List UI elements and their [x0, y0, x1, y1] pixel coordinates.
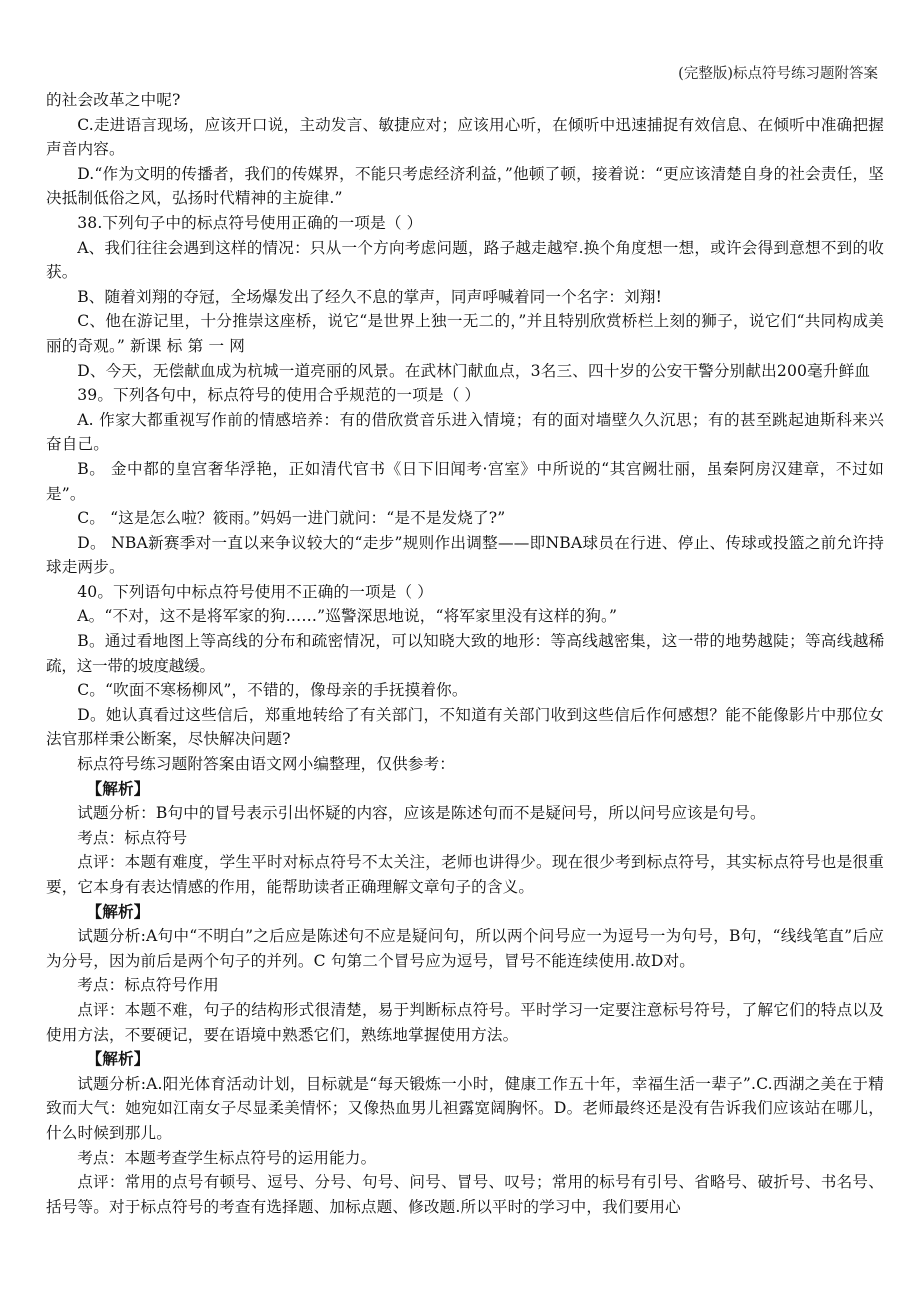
paragraph: 点评：常用的点号有顿号、逗号、分号、句号、问号、冒号、叹号；常用的标号有引号、省略号、破折号、书名号、括号等。对于标点符号的考查有选择题、加标点题、修改题.所以平时的学习中，我们要用心	[46, 1173, 884, 1216]
paragraph: 点评：本题不难，句子的结构形式很清楚，易于判断标点符号。平时学习一定要注意标号符号，了解它们的特点以及使用方法，不要硬记，要在语境中熟悉它们，熟练地掌握使用方法。	[46, 1000, 884, 1044]
paragraph: B。 金中都的皇宫奢华浮艳，正如清代官书《日下旧闻考·宫室》中所说的“其宫阙壮丽，虽秦阿房汉建章，不过如是”。	[46, 459, 884, 503]
paragraph: 39。下列各句中，标点符号的使用合乎规范的一项是（ ）	[77, 386, 481, 405]
paragraph: A. 作家大都重视写作前的情感培养：有的借欣赏音乐进入情境；有的面对墙壁久久沉思；有的甚至跳起迪斯科来兴奋自己。	[46, 410, 884, 454]
paragraph: A、我们往往会遇到这样的情况：只从一个方向考虑问题，路子越走越窄.换个角度想一想，或许会得到意想不到的收获。	[46, 238, 884, 282]
section-label: 【解析】	[86, 778, 150, 798]
paragraph: A。“不对，这不是将军家的狗……”巡警深思地说，“将军家里没有这样的狗。”	[77, 607, 618, 626]
paragraph: 38.下列句子中的标点符号使用正确的一项是（ ）	[77, 213, 423, 232]
paragraph: C.走进语言现场，应该开口说，主动发言、敏捷应对；应该用心听，在倾听中迅速捕捉有效信息、在倾听中准确把握声音内容。	[46, 115, 884, 159]
paragraph: C、他在游记里，十分推崇这座桥，说它“是世界上独一无二的，”并且特别欣赏桥栏上刻的狮子，说它们“共同构成美丽的奇观。” 新课 标 第 一 网	[46, 312, 884, 355]
paragraph: 40。下列语句中标点符号使用不正确的一项是（ ）	[77, 582, 434, 601]
paragraph: 试题分析:A句中“不明白”之后应是陈述句不应是疑问句，所以两个问号应一为逗号一为句号，B句，“线线笔直”后应为分号，因为前后是两个句子的并列。C 句第二个冒号应为逗号，冒号不能连续使用.故D对。	[46, 927, 884, 970]
section-label: 【解析】	[86, 901, 150, 921]
paragraph: B。通过看地图上等高线的分布和疏密情况，可以知晓大致的地形：等高线越密集，这一带的地势越陡；等高线越稀疏，这一带的坡度越缓。	[46, 632, 884, 675]
paragraph: 考点：本题考查学生标点符号的运用能力。	[77, 1148, 377, 1167]
section-label: 【解析】	[86, 1049, 150, 1069]
paragraph: 标点符号练习题附答案由语文网小编整理，仅供参考：	[77, 755, 456, 774]
paragraph: 考点：标点符号作用	[77, 976, 219, 995]
paragraph: D。她认真看过这些信后，郑重地转给了有关部门，不知道有关部门收到这些信后作何感想？能不能像影片中那位女法官那样秉公断案，尽快解决问题?	[46, 705, 884, 749]
paragraph: D。 NBA新赛季对一直以来争议较大的“走步”规则作出调整——即NBA球员在行进、停止、传球或投篮之前允许持球走两步。	[46, 533, 884, 577]
paragraph: B、随着刘翔的夺冠，全场爆发出了经久不息的掌声，同声呼喊着同一个名字：刘翔!	[77, 287, 662, 306]
paragraph: 的社会改革之中呢?	[46, 91, 181, 109]
paragraph: 考点：标点符号	[77, 828, 188, 847]
paragraph: C。 “这是怎么啦？筱雨。”妈妈一进门就问：“是不是发烧了?”	[77, 509, 506, 528]
paragraph: 试题分析:A.阳光体育活动计划，目标就是“每天锻炼一小时，健康工作五十年，幸福生活一辈子”.C.西湖之美在于精致而大气：她宛如江南女子尽显柔美情怀；又像热血男儿袒露宽阔胸怀。D。老师最终还是没有告诉我们应该站在哪儿，什么时候到那儿。	[46, 1074, 884, 1142]
paragraph: 试题分析：B句中的冒号表示引出怀疑的内容，应该是陈述句而不是疑问号，所以问号应该是句号。	[77, 804, 766, 823]
paragraph: C。“吹面不寒杨柳风”，不错的，像母亲的手抚摸着你。	[77, 681, 468, 700]
document-header: (完整版)标点符号练习题附答案	[678, 66, 878, 82]
paragraph: D.“作为文明的传播者，我们的传媒界，不能只考虑经济利益，”他顿了顿，接着说：“更应该清楚自身的社会责任，坚决抵制低俗之风，弘扬时代精神的主旋律.”	[46, 164, 884, 208]
paragraph: D、今天，无偿献血成为杭城一道亮丽的风景。在武林门献血点，3名三、四十岁的公安干警分别献出200毫升鲜血	[77, 361, 871, 380]
document-body	[46, 88, 884, 1219]
paragraph: 点评：本题有难度，学生平时对标点符号不太关注，老师也讲得少。现在很少考到标点符号，其实标点符号也是很重要，它本身有表达情感的作用，能帮助读者正确理解文章句子的含义。	[46, 853, 884, 896]
